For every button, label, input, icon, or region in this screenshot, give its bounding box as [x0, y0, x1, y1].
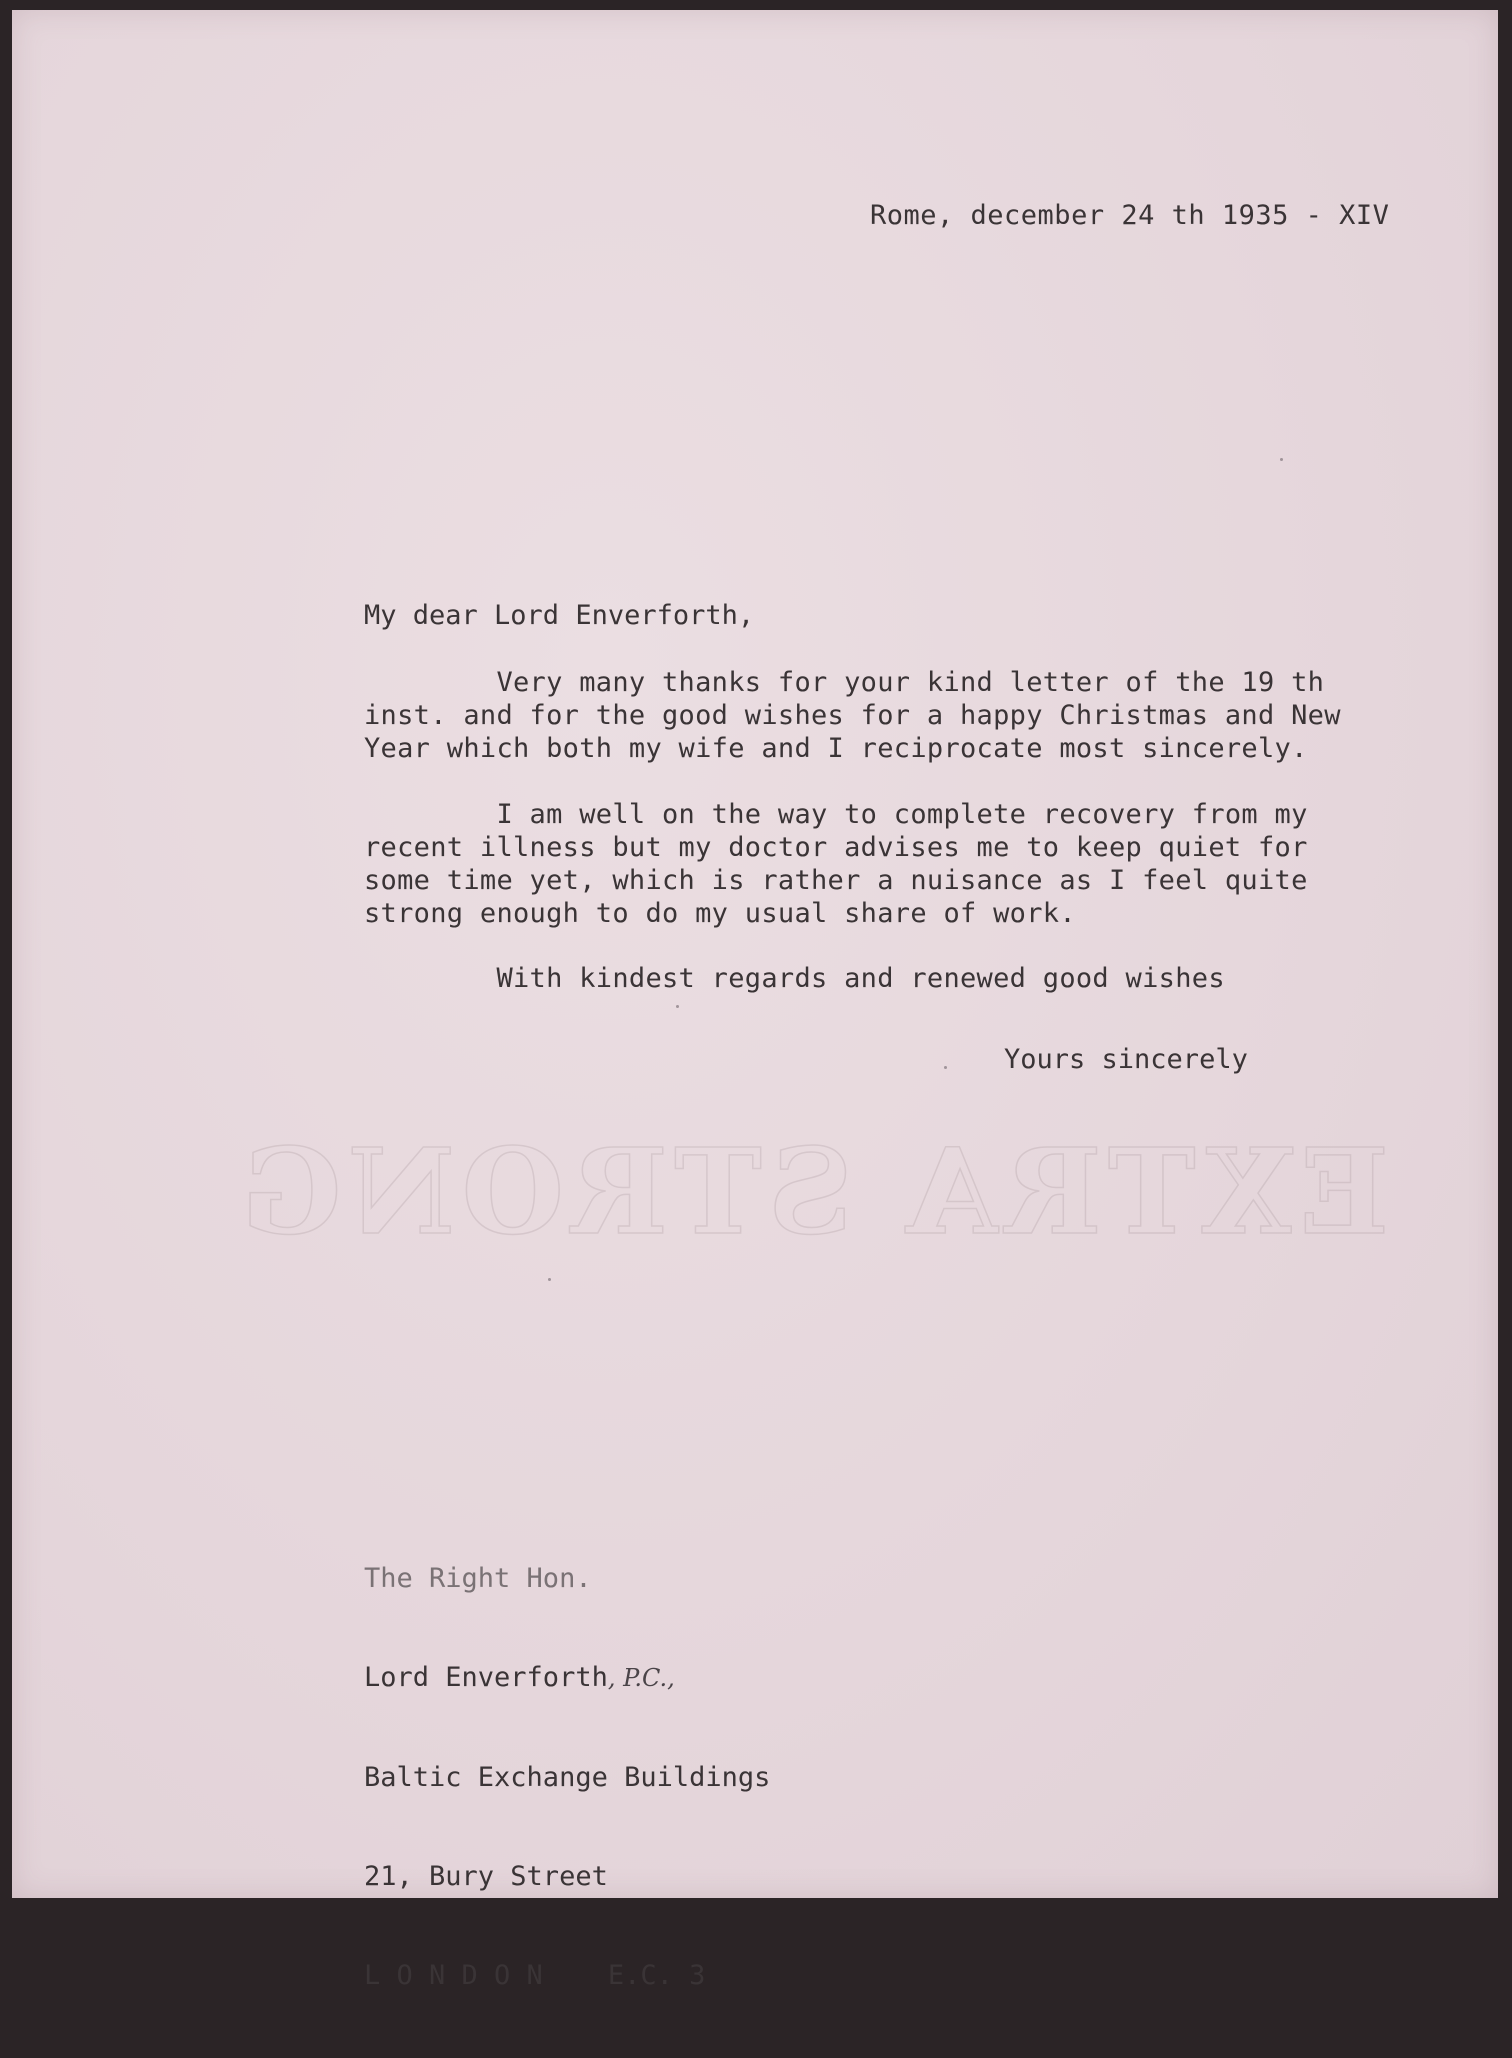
- paper-speck: [548, 1278, 551, 1281]
- letter-salutation: My dear Lord Enverforth,: [364, 600, 755, 631]
- paper-watermark: EXTRA STRONG: [234, 1122, 1390, 1261]
- address-line-building: Baltic Exchange Buildings: [364, 1762, 771, 1793]
- address-name: Lord Enverforth: [364, 1662, 608, 1693]
- handwritten-annotation: , P.C.,: [607, 1664, 675, 1692]
- paper-speck: [676, 1005, 679, 1008]
- letter-paragraph-3: With kindest regards and renewed good wishes: [364, 963, 1225, 994]
- recipient-address: [364, 1496, 770, 2058]
- letter-date: Rome, december 24 th 1935 - XIV: [870, 200, 1390, 231]
- address-line-name: [364, 1661, 770, 1695]
- letter-closing: Yours sincerely: [1004, 1044, 1248, 1075]
- letter-page: [12, 10, 1498, 1991]
- paper-speck: [1280, 458, 1283, 461]
- letter-paragraph-2: I am well on the way to complete recovery from my recent illness but my doctor advises me to keep quiet for some time yet, which is rather a nuisance as I feel quite strong enough to do my usual share of work.: [364, 799, 1308, 929]
- address-line-street: 21, Bury Street: [364, 1861, 608, 1892]
- address-line-city: L O N D O N E.C. 3: [364, 1960, 706, 1991]
- address-line-title: The Right Hon.: [364, 1563, 592, 1594]
- paper-speck: [944, 1066, 947, 1069]
- letter-paragraph-1: Very many thanks for your kind letter of the 19 th inst. and for the good wishes for a happy Christmas and New Year which both my wife and I reciprocate most sincerely.: [364, 667, 1341, 764]
